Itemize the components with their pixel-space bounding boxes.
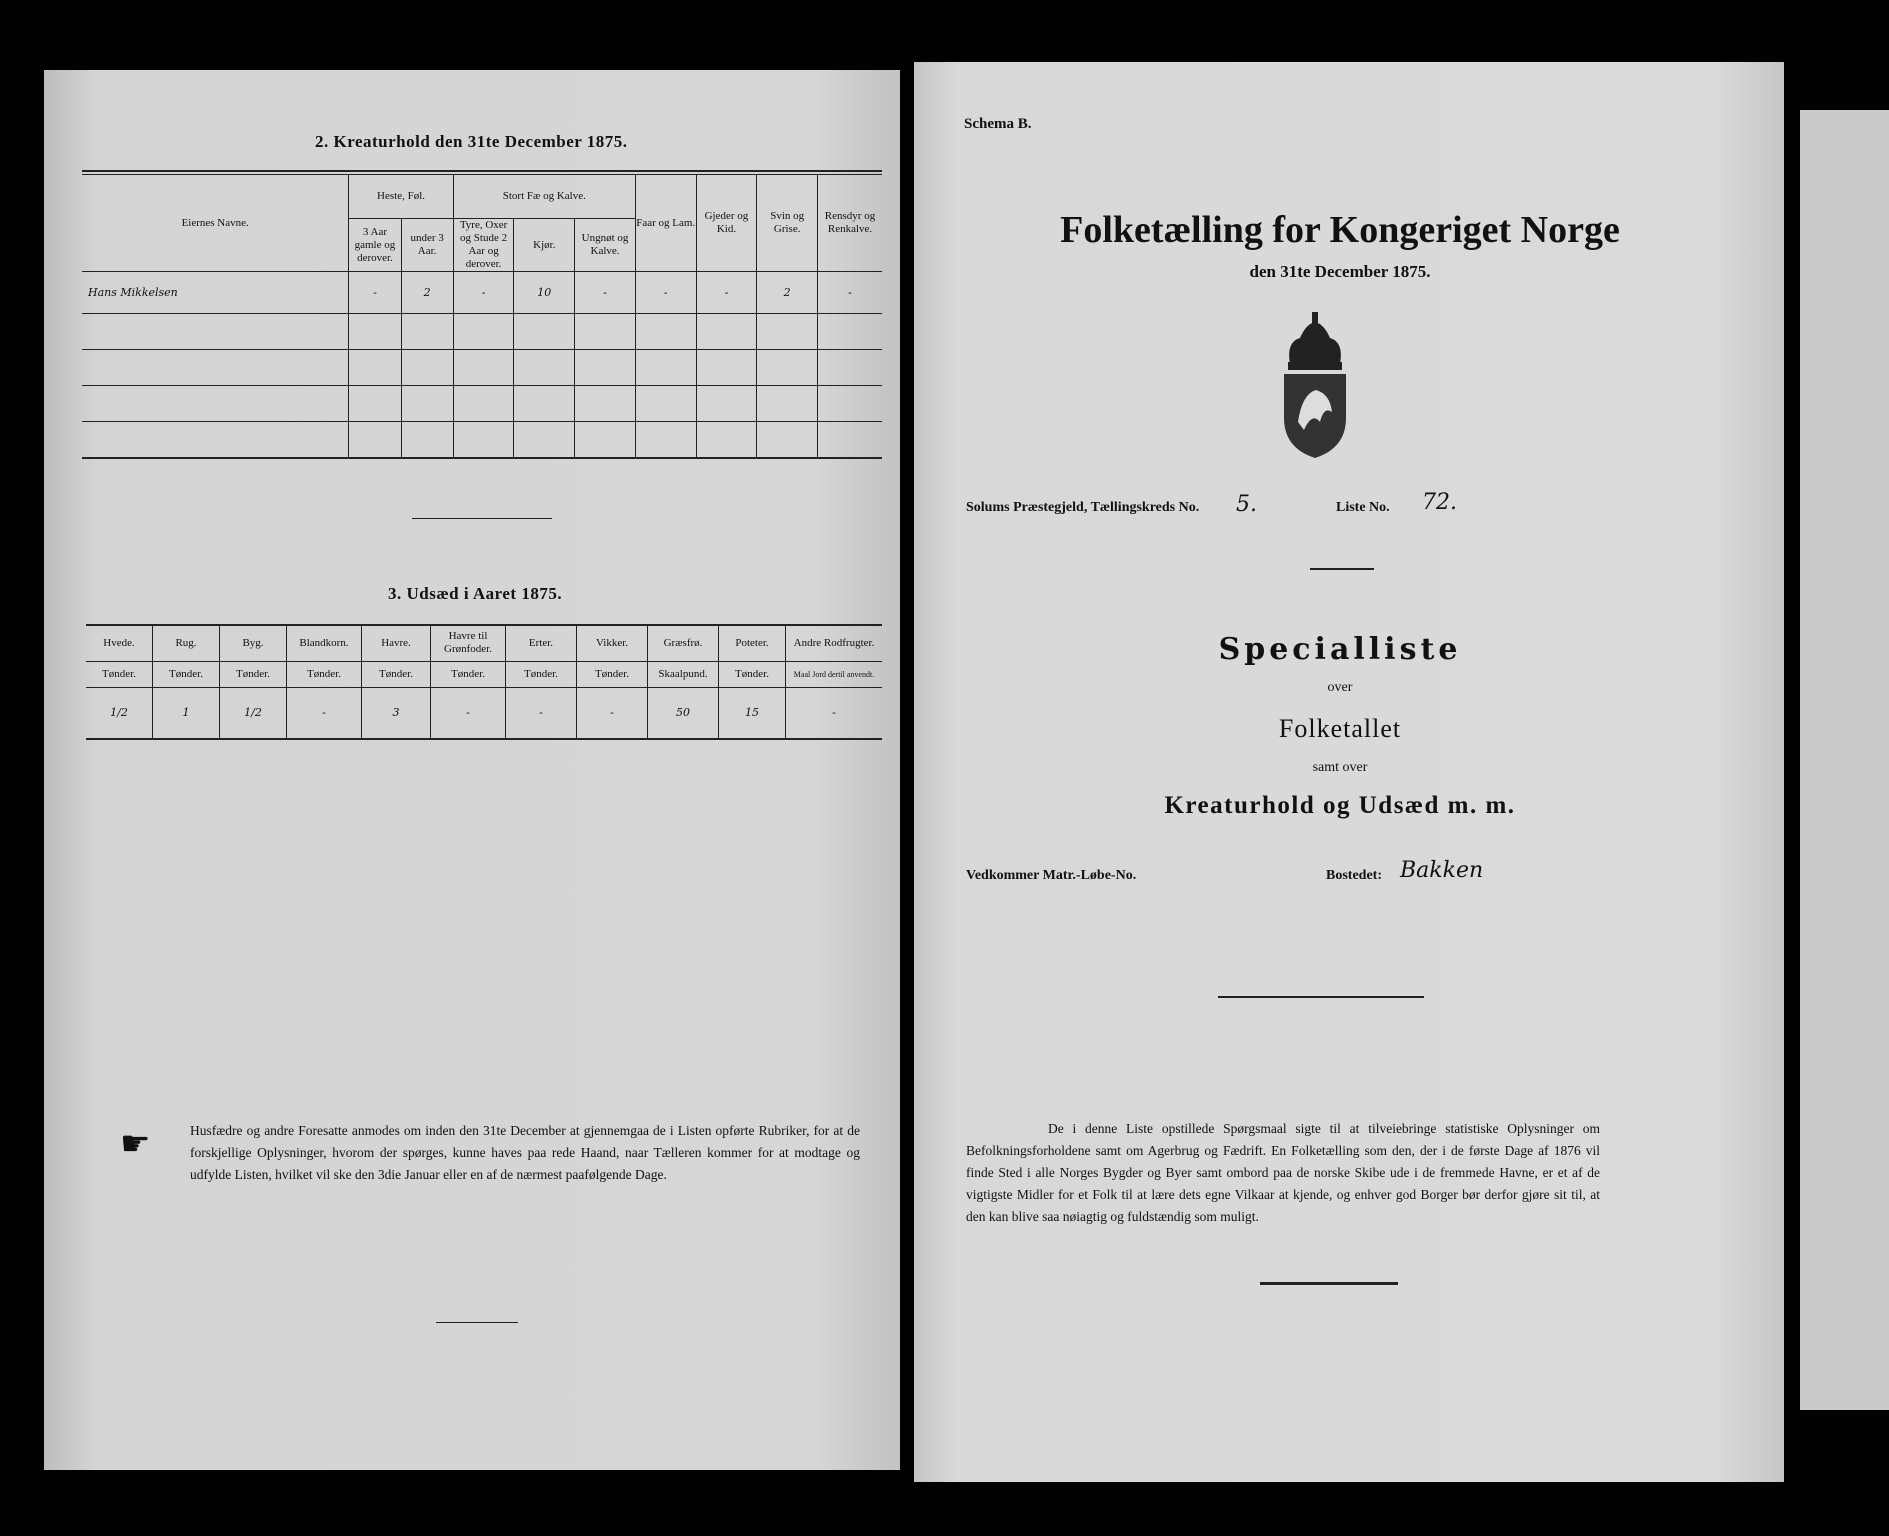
empty-cell [401,350,453,386]
empty-cell [82,314,349,350]
empty-cell [818,386,882,422]
seed-header-unit: Tønder. [362,661,431,687]
empty-cell [401,422,453,458]
left-bottom-rule [436,1322,518,1323]
empty-cell [349,422,401,458]
empty-cell [696,350,757,386]
livestock-value: - [349,272,401,314]
kreds-number: 5. [1236,492,1257,517]
seed-value: 15 [719,687,786,739]
empty-cell [349,350,401,386]
empty-cell [514,386,575,422]
empty-cell [453,314,514,350]
sheep-header: Faar og Lam. [635,175,696,272]
pigs-header: Svin og Grise. [757,175,818,272]
empty-cell [453,422,514,458]
over-text: over [1327,680,1353,695]
middle-rule [1218,996,1424,998]
seed-header-unit: Tønder. [577,661,648,687]
bostedet-label: Bostedet: [1326,868,1382,883]
seed-header-name: Erter. [506,625,577,661]
empty-cell [757,350,818,386]
seed-header-unit: Tønder. [153,661,220,687]
seed-value: 1/2 [86,687,153,739]
left-notice: Husfædre og andre Foresatte anmodes om inden den 31te December at gjennemgaa de i Listen opførte Rubriker, for at de forskjellige Oplysninger, hvorom der spørges, kunne haves paa rede Haand, naar Tælleren kommer for at modtage og udfylde Listen, hvilket vil ske den 3die Januar eller en af de nærmest paafølgende Dage. [190,1123,860,1182]
seed-header-name: Vikker. [577,625,648,661]
seed-value: 1/2 [220,687,287,739]
right-notice: De i denne Liste opstillede Spørgsmaal sigte til at tilveiebringe statistiske Oplysninger om Befolkningsforholdene samt om Agerbrug og Fædrift. En Folketælling som den, der i de første Dage af 1876 vil finde Sted i alle Norges Bygder og Byer samt ombord paa de norske Skibe ude i de fremmede Havne, er et af de vigtigste Midler for et Folk til at lære dets egne Vilkaar at kjende, og enhver god Borger bør derfor gjøre sit til, at den kan blive saa nøiagtig og fuldstændig som muligt. [966,1121,1600,1224]
matr-label: Vedkommer Matr.-Løbe-No. [966,868,1137,883]
seed-header-unit: Tønder. [506,661,577,687]
seed-header-name: Græsfrø. [648,625,719,661]
specialliste-title: Specialliste [1218,632,1462,667]
seed-value: 1 [153,687,220,739]
schema-label: Schema B. [964,116,1032,132]
horses-sub1: 3 Aar gamle og derover. [349,219,401,272]
parish-label: Solums Præstegjeld, Tællingskreds No. [966,500,1200,515]
seed-value: - [287,687,362,739]
empty-cell [696,422,757,458]
seed-header-name: Poteter. [719,625,786,661]
empty-cell [757,422,818,458]
livestock-value: - [635,272,696,314]
date-line: den 31te December 1875. [1249,262,1431,281]
empty-cell [349,386,401,422]
cattle-sub3: Ungnøt og Kalve. [575,219,636,272]
main-title: Folketælling for Kongeriget Norge [1060,209,1620,251]
seed-value: - [577,687,648,739]
owner-cell: Hans Mikkelsen [82,272,349,314]
seed-header-name: Byg. [220,625,287,661]
seed-header-name: Havre. [362,625,431,661]
empty-cell [349,314,401,350]
seed-header-unit: Tønder. [431,661,506,687]
empty-cell [82,350,349,386]
bostedet-value: Bakken [1400,858,1484,883]
section2-title: 2. Kreaturhold den 31te December 1875. [315,132,628,151]
empty-cell [757,386,818,422]
livestock-value: - [818,272,882,314]
empty-cell [514,350,575,386]
empty-cell [757,314,818,350]
empty-cell [696,314,757,350]
empty-cell [453,386,514,422]
seed-table [86,624,882,740]
empty-cell [575,314,636,350]
seed-header-name: Hvede. [86,625,153,661]
empty-cell [453,350,514,386]
liste-number: 72. [1422,490,1457,515]
seed-header-unit: Tønder. [287,661,362,687]
livestock-value: - [453,272,514,314]
liste-label: Liste No. [1336,500,1390,515]
livestock-value: 10 [514,272,575,314]
livestock-value: - [575,272,636,314]
cattle-sub2: Kjør. [514,219,575,272]
empty-cell [818,422,882,458]
cattle-header: Stort Fæ og Kalve. [453,175,635,219]
livestock-value: 2 [757,272,818,314]
cattle-sub1: Tyre, Oxer og Stude 2 Aar og derover. [453,219,514,272]
seed-header-unit: Tønder. [86,661,153,687]
empty-cell [401,314,453,350]
table-top-rule [82,170,882,172]
seed-header-name: Andre Rodfrugter. [786,625,883,661]
empty-cell [635,350,696,386]
livestock-value: 2 [401,272,453,314]
pointing-hand-icon: ☛ [120,1126,151,1163]
seed-header-name: Havre til Grønfoder. [431,625,506,661]
seed-value: - [506,687,577,739]
empty-cell [401,386,453,422]
section3-title: 3. Udsæd i Aaret 1875. [388,584,563,603]
reindeer-header: Rensdyr og Renkalve. [818,175,882,272]
empty-cell [575,422,636,458]
owner-header: Eiernes Navne. [82,175,349,272]
empty-cell [82,422,349,458]
kreaturhold-title: Kreaturhold og Udsæd m. m. [1164,792,1516,819]
seed-header-unit: Tønder. [220,661,287,687]
coat-of-arms-icon [1276,312,1354,460]
adjacent-page-edge [1800,110,1889,1410]
folketallet-title: Folketallet [1278,714,1402,743]
empty-cell [696,386,757,422]
empty-cell [635,386,696,422]
livestock-table [82,174,882,459]
seed-header-name: Blandkorn. [287,625,362,661]
horses-header: Heste, Føl. [349,175,453,219]
empty-cell [514,314,575,350]
seed-header-unit: Tønder. [719,661,786,687]
seed-header-name: Rug. [153,625,220,661]
samt-over-text: samt over [1312,760,1368,775]
horses-sub2: under 3 Aar. [401,219,453,272]
short-rule [1310,568,1374,570]
goats-header: Gjeder og Kid. [696,175,757,272]
seed-header-unit: Maal Jord dertil anvendt. [786,661,883,687]
separator-rule [412,518,552,519]
empty-cell [514,422,575,458]
livestock-value: - [696,272,757,314]
empty-cell [575,350,636,386]
empty-cell [82,386,349,422]
seed-value: - [431,687,506,739]
empty-cell [818,350,882,386]
empty-cell [575,386,636,422]
empty-cell [818,314,882,350]
seed-value: 50 [648,687,719,739]
seed-value: 3 [362,687,431,739]
seed-value: - [786,687,883,739]
empty-cell [635,314,696,350]
bottom-rule [1260,1282,1398,1285]
empty-cell [635,422,696,458]
seed-header-unit: Skaalpund. [648,661,719,687]
